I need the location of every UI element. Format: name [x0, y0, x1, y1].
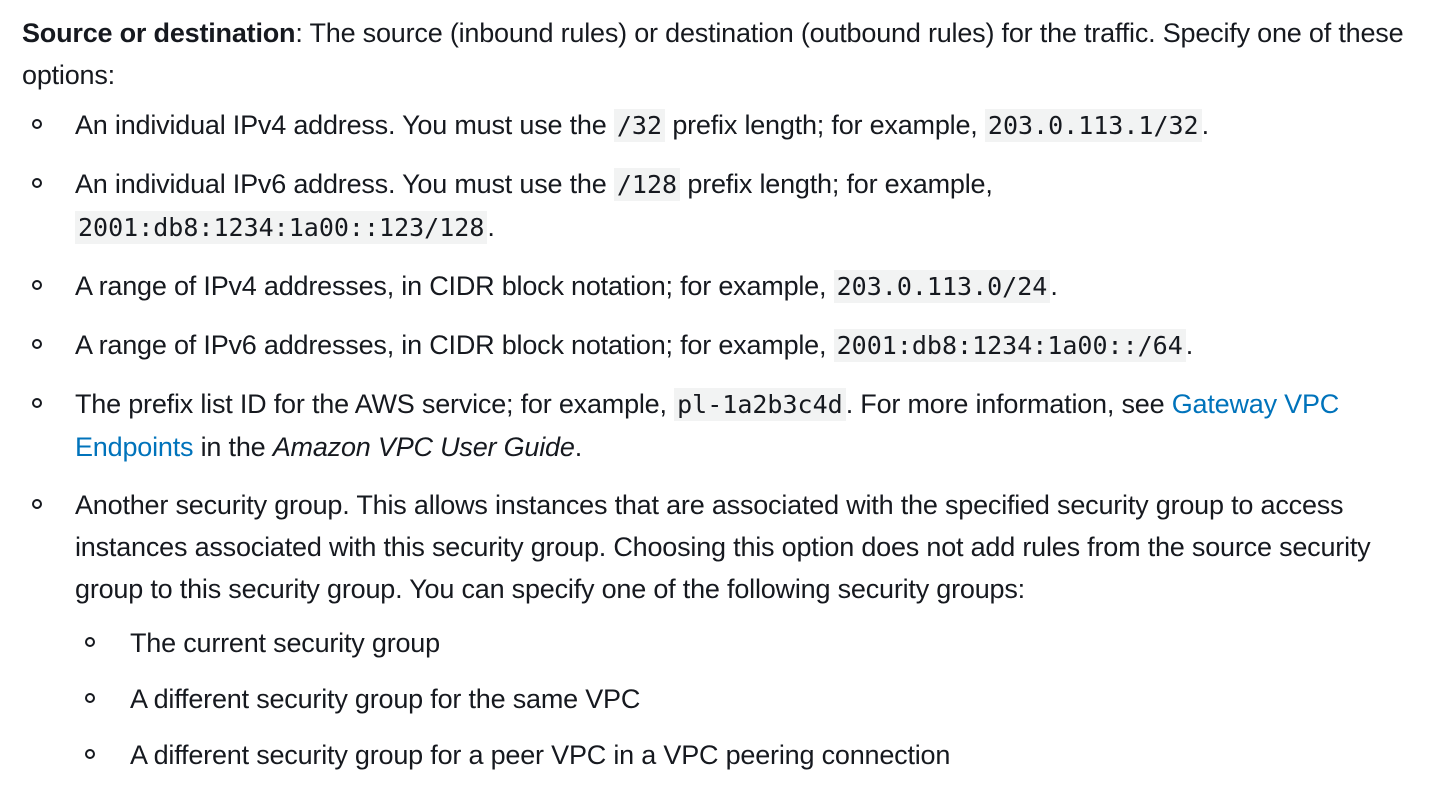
hollow-circle-bullet-icon	[32, 398, 42, 408]
option-text: prefix length; for example,	[680, 169, 993, 199]
intro-text: : The source (inbound rules) or destination (outbound rules) for the traffic. Specify one of these options:	[22, 18, 1404, 90]
list-item	[22, 163, 1412, 249]
option-text: .	[1185, 330, 1194, 360]
option-text: .	[487, 212, 495, 242]
hollow-circle-bullet-icon	[85, 749, 95, 759]
inline-code: pl-1a2b3c4d	[674, 388, 846, 421]
sublist-text: A different security group for the same VPC	[130, 684, 641, 714]
list-item	[22, 324, 1412, 367]
hollow-circle-bullet-icon	[32, 119, 42, 129]
intro-paragraph	[22, 12, 1412, 96]
hollow-circle-bullet-icon	[32, 280, 42, 290]
option-text: A range of IPv4 addresses, in CIDR block notation; for example,	[75, 271, 834, 301]
hollow-circle-bullet-icon	[85, 693, 95, 703]
sublist-item	[75, 678, 1412, 720]
inline-code: 203.0.113.1/32	[985, 109, 1202, 142]
option-text: Another security group. This allows instances that are associated with the specified security group to access instances associated with this security group. Choosing this option does not add rules from the source security group to this security group. You can specify one of the following security groups:	[75, 490, 1371, 604]
option-text: prefix length; for example,	[665, 110, 985, 140]
list-item	[22, 383, 1412, 468]
option-text: .	[574, 432, 582, 462]
hollow-circle-bullet-icon	[32, 178, 42, 188]
inline-code: 2001:db8:1234:1a00::/64	[834, 329, 1186, 362]
option-text: An individual IPv6 address. You must use the	[75, 169, 614, 199]
hollow-circle-bullet-icon	[85, 637, 95, 647]
option-text: in the	[193, 432, 273, 462]
list-item	[22, 265, 1412, 308]
inline-code: 203.0.113.0/24	[834, 270, 1051, 303]
inline-code: 2001:db8:1234:1a00::123/128	[75, 211, 487, 244]
option-text: An individual IPv4 address. You must use the	[75, 110, 614, 140]
gateway-vpc-endpoints-link[interactable]: Gateway VPC Endpoints	[75, 389, 1340, 462]
options-list	[22, 104, 1412, 776]
hollow-circle-bullet-icon	[32, 339, 42, 349]
list-item	[22, 104, 1412, 147]
security-group-sublist	[75, 622, 1412, 776]
sublist-item	[75, 734, 1412, 776]
option-text: The prefix list ID for the AWS service; for example,	[75, 389, 675, 419]
hollow-circle-bullet-icon	[32, 499, 42, 509]
sublist-text: A different security group for a peer VPC in a VPC peering connection	[130, 740, 951, 770]
option-text: .	[1201, 110, 1209, 140]
option-text: . For more information, see	[845, 389, 1172, 419]
intro-term: Source or destination	[22, 18, 296, 48]
option-text: .	[1050, 271, 1058, 301]
inline-code: /128	[614, 168, 680, 201]
sublist-text: The current security group	[130, 628, 440, 658]
guide-title: Amazon VPC User Guide	[272, 432, 575, 462]
inline-code: /32	[614, 109, 665, 142]
list-item	[22, 484, 1412, 776]
option-text: A range of IPv6 addresses, in CIDR block notation; for example,	[75, 330, 834, 360]
sublist-item	[75, 622, 1412, 664]
